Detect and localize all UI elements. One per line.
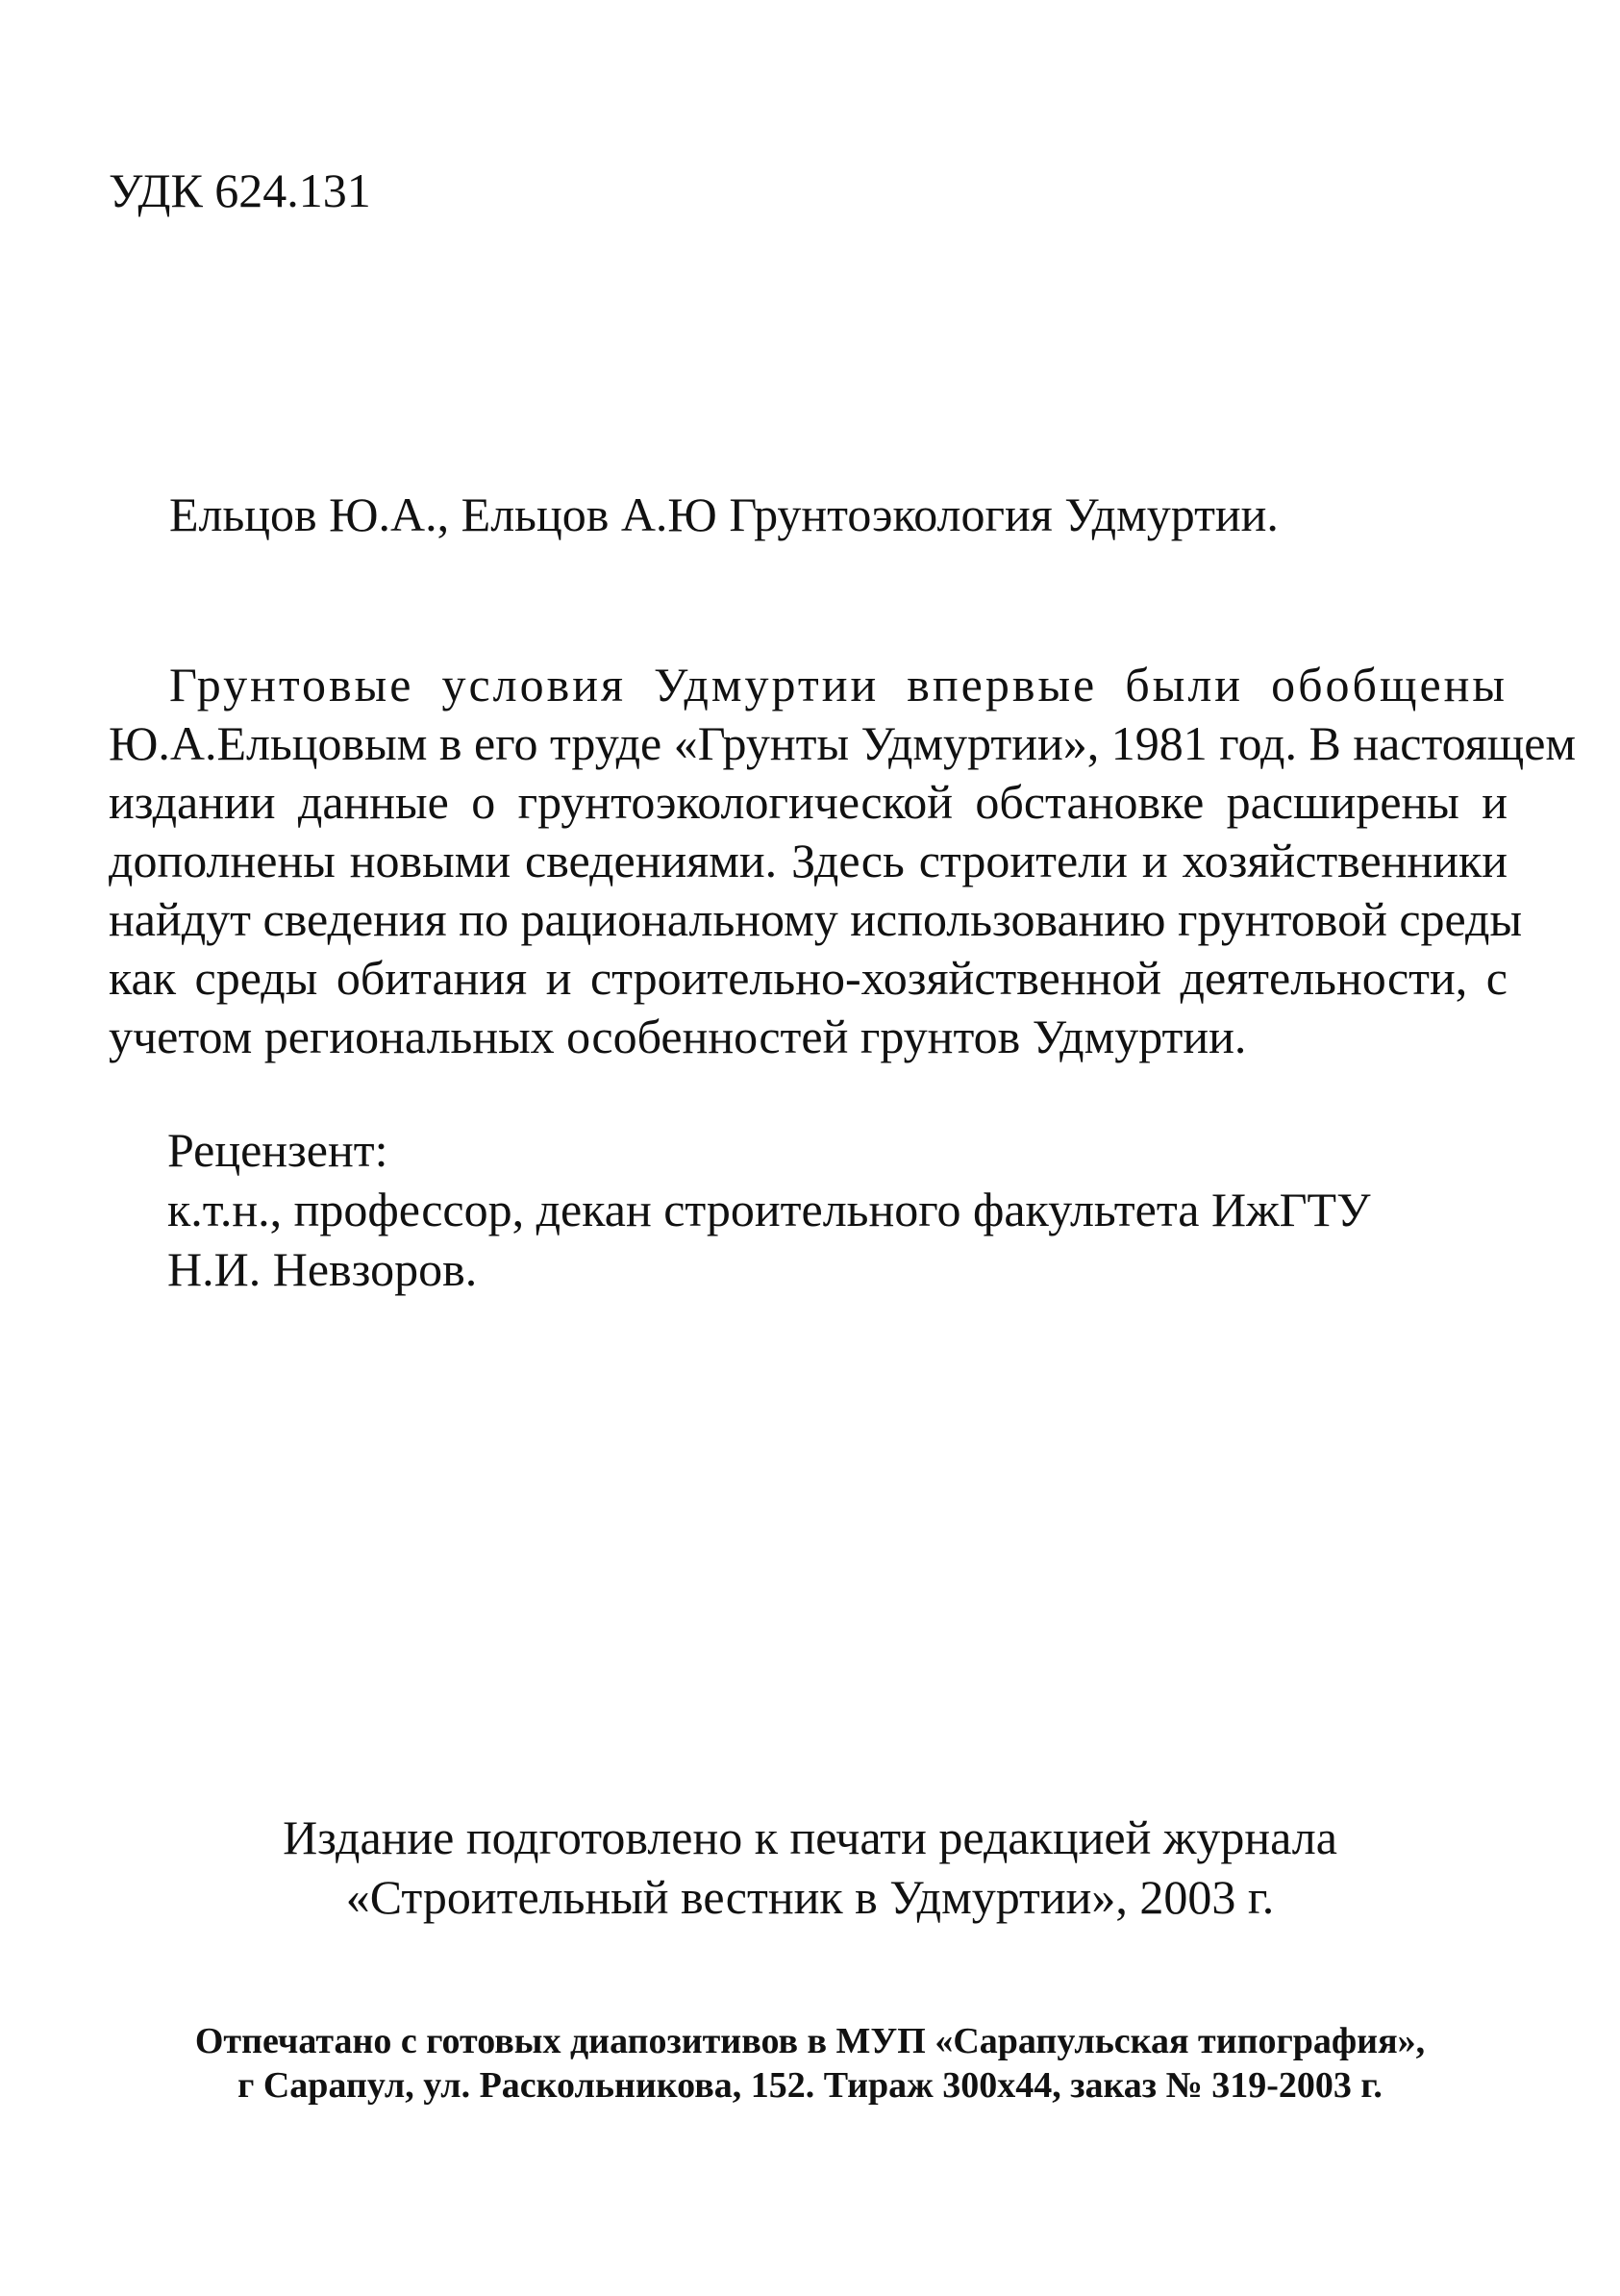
abstract-line: дополнены новыми сведениями. Здесь строители и хозяйственники — [109, 834, 1508, 887]
reviewer-position: к.т.н., профессор, декан строительного факультета ИжГТУ — [167, 1183, 1371, 1236]
abstract-line: издании данные о грунтоэкологической обстановке расширены и — [109, 775, 1508, 829]
abstract-line: как среды обитания и строительно-хозяйственной деятельности, с — [109, 951, 1508, 1005]
reviewer-label: Рецензент: — [167, 1123, 388, 1177]
imprint-line: г Сарапул, ул. Раскольникова, 152. Тираж 300х44, заказ № 319-2003 г. — [237, 2065, 1383, 2106]
abstract-line: Ю.А.Ельцовым в его труде «Грунты Удмуртии», 1981 год. В настоящем — [109, 716, 1577, 770]
bibliographic-title: Ельцов Ю.А., Ельцов А.Ю Грунтоэкология Удмуртии. — [169, 487, 1279, 541]
abstract-line: учетом региональных особенностей грунтов Удмуртии. — [109, 1010, 1247, 1063]
preparation-note — [0, 1808, 1620, 1927]
preparation-line: «Строительный вестник в Удмуртии», 2003 г. — [345, 1870, 1275, 1924]
abstract-line: Грунтовые условия Удмуртии впервые были обобщены — [169, 658, 1508, 711]
abstract-line: найдут сведения по рациональному использованию грунтовой среды — [109, 892, 1523, 946]
imprint-line: Отпечатано с готовых диапозитивов в МУП «Сарапульская типография», — [194, 2021, 1426, 2061]
reviewer-name: Н.И. Невзоров. — [167, 1242, 478, 1296]
preparation-line: Издание подготовлено к печати редакцией журнала — [283, 1810, 1337, 1864]
reviewer-block — [167, 1120, 1371, 1299]
abstract-paragraph — [109, 656, 1577, 1066]
udk-code: УДК 624.131 — [109, 163, 371, 217]
printing-imprint — [0, 2019, 1620, 2108]
